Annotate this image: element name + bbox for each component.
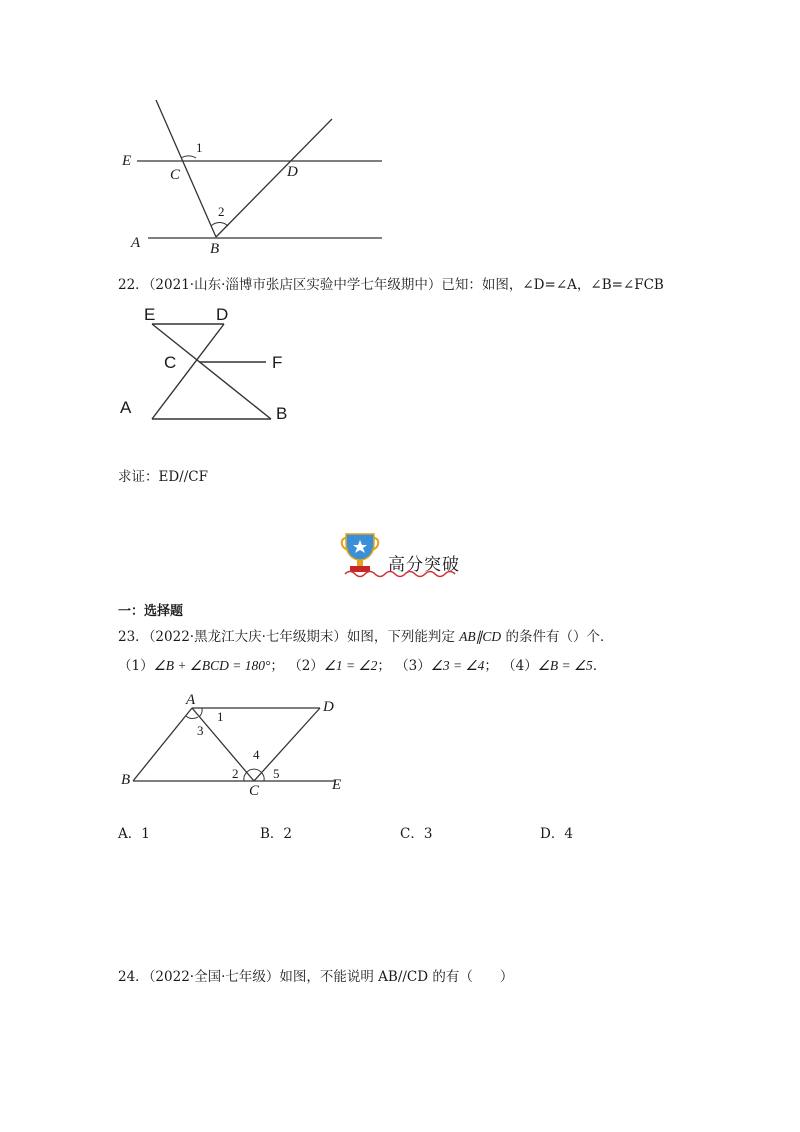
label-b: B	[210, 241, 220, 257]
angle-2-label: 2	[232, 766, 239, 781]
banner-title: 高分突破	[388, 555, 460, 575]
label-c: C	[249, 783, 260, 799]
angle-1-label: 1	[196, 140, 203, 155]
question-number: 22．	[118, 277, 149, 293]
label-c: C	[170, 167, 181, 183]
question-text: （2022·全国·七年级）如图，不能说明 AB//CD 的有（ ）	[148, 969, 514, 985]
prove-statement: 求证：ED//CF	[118, 469, 208, 485]
question-number: 23．	[118, 629, 149, 645]
section-title: 一：选择题	[118, 604, 184, 619]
label-e: E	[122, 153, 132, 169]
label-d: D	[216, 305, 229, 324]
label-a: A	[131, 235, 141, 251]
option-value: 4	[564, 826, 573, 842]
option-letter: D．	[540, 826, 565, 842]
label-b: B	[276, 404, 288, 423]
condition-2-expr: ∠1 = ∠2	[323, 658, 378, 673]
parallel-expression: AB∥CD	[459, 629, 502, 644]
label-e: E	[332, 777, 342, 793]
condition-1-sep: ；	[270, 658, 284, 674]
option-a[interactable]	[118, 822, 150, 842]
option-value: 3	[423, 826, 433, 842]
label-a: A	[120, 398, 132, 417]
condition-3-expr: ∠3 = ∠4	[430, 658, 485, 673]
option-letter: B．	[260, 826, 284, 842]
label-c: C	[164, 353, 177, 372]
condition-1-expr: ∠B + ∠BCD = 180°	[153, 658, 271, 673]
label-e: E	[144, 305, 156, 324]
condition-2-index: （2）	[288, 658, 324, 674]
angle-4-label: 4	[253, 747, 260, 762]
label-d: D	[323, 699, 334, 715]
question-source: （2022·黑龙江大庆·七年级期末）如图，下列能判定	[148, 629, 455, 645]
angle-1-label: 1	[217, 709, 224, 724]
condition-2-sep: ；	[377, 658, 391, 674]
condition-3-index: （3）	[395, 658, 431, 674]
question-text: （2021·山东·淄博市张店区实验中学七年级期中）已知：如图，∠D=∠A，∠B=∠FCB	[148, 277, 664, 293]
condition-3-sep: ；	[484, 658, 498, 674]
question-24	[118, 968, 513, 986]
condition-4-index: （4）	[502, 658, 538, 674]
option-c[interactable]	[400, 822, 432, 842]
question-tail: 的条件有（）个．	[505, 629, 614, 645]
label-a: A	[186, 692, 196, 708]
label-f: F	[272, 353, 283, 372]
condition-1-index: （1）	[118, 658, 154, 674]
option-d[interactable]	[540, 822, 573, 842]
option-letter: C．	[400, 826, 424, 842]
option-b[interactable]	[260, 822, 292, 842]
label-b: B	[121, 772, 131, 788]
condition-4-sep: ．	[592, 658, 607, 674]
angle-5-label: 5	[273, 766, 280, 781]
angle-2-label: 2	[218, 204, 225, 219]
option-value: 2	[283, 826, 293, 842]
angle-3-label: 3	[197, 723, 204, 738]
option-letter: A．	[118, 826, 142, 842]
question-number: 24．	[118, 969, 149, 985]
label-d: D	[287, 164, 298, 180]
option-value: 1	[141, 826, 150, 842]
condition-4-expr: ∠B = ∠5	[537, 658, 593, 673]
